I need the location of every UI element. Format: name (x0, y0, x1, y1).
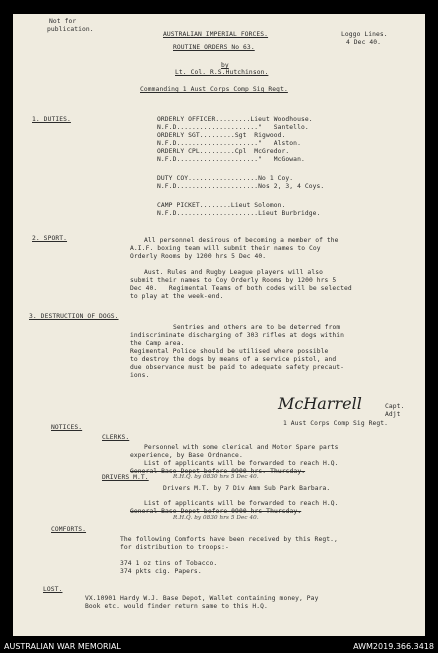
duty-line: ORDERLY CPL.........Cpl McGredor. (157, 148, 290, 155)
footer-source: AUSTRALIAN WAR MEMORIAL (4, 642, 121, 651)
paragraph-line: ions. (130, 372, 150, 379)
officer-name: Lt. Col. R.S.Hutchinson. (175, 69, 269, 76)
signature-rank: Capt. (385, 403, 405, 410)
footer-bar (0, 640, 438, 653)
force-heading: AUSTRALIAN IMPERIAL FORCES. (163, 31, 269, 38)
duty-line: N.F.D....................." McGowan. (157, 156, 305, 163)
by-label: by (221, 62, 229, 69)
signature: McHarrell (278, 394, 362, 413)
duty-line: DUTY COY..................No 1 Coy. (157, 175, 294, 182)
paragraph-line: Dec 40. Regimental Teams of both codes will be selected (130, 285, 352, 292)
paragraph-line: Sentries and others are to be deterred from (173, 324, 341, 331)
paragraph-line: Regimental Police should be utilised where possible (130, 348, 329, 355)
duty-line: N.F.D.....................Nos 2, 3, 4 Coys. (157, 183, 325, 190)
paragraph-line: All personnel desirous of becoming a member of the (144, 237, 339, 244)
publication-label: publication. (47, 26, 94, 33)
section-dogs: 3. DESTRUCTION OF DOGS. (29, 313, 119, 320)
commanding-line: Commanding 1 Aust Corps Comp Sig Regt. (140, 86, 288, 93)
lost-heading: LOST. (43, 586, 63, 593)
paragraph-line: to destroy the dogs by means of a service pistol, and (130, 356, 337, 363)
paragraph-line: Orderly Rooms by 1200 hrs 5 Dec 40. (130, 253, 267, 260)
paragraph-line: experience, by Base Ordnance. (130, 452, 243, 459)
handwritten-note: R.H.Q. by 0830 hrs 5 Dec 40. (173, 474, 259, 480)
paragraph-line: due observance must be paid to adequate safety precaut- (130, 364, 345, 371)
drivers-heading: DRIVERS M.T. (102, 474, 149, 481)
duty-line: CAMP PICKET........Lieut Solomon. (157, 202, 286, 209)
duty-line: N.F.D....................." Santello. (157, 124, 309, 131)
clerks-heading: CLERKS. (102, 434, 130, 441)
duty-line: ORDERLY SGT.........Sgt Rigwood. (157, 132, 286, 139)
struck-line: General Base Depot before 0900 hrs Thursday. (130, 508, 302, 515)
handwritten-note: R.H.Q. by 0830 hrs 5 Dec 40. (173, 515, 259, 521)
paragraph-line: List of applicants will be forwarded to reach H.Q. (144, 500, 339, 507)
struck-line: General Base Depot before 0900 hrs. Thursday. (130, 468, 306, 475)
notices-heading: NOTICES. (51, 424, 83, 431)
paragraph-line: submit their names to Coy Orderly Rooms by 1200 hrs 5 (130, 277, 337, 284)
comforts-heading: COMFORTS. (51, 526, 87, 533)
duty-line: ORDERLY OFFICER.........Lieut Woodhouse. (157, 116, 313, 123)
paragraph-line: Aust. Rules and Rugby League players will also (144, 269, 323, 276)
paragraph-line: the Camp area. (130, 340, 185, 347)
paragraph-line: VX.10901 Hardy W.J. Base Depot, Wallet containing money, Pay (85, 595, 319, 602)
date: 4 Dec 40. (346, 39, 382, 46)
orders-title: ROUTINE ORDERS No 63. (173, 44, 255, 51)
paragraph-line: A.I.F. boxing team will submit their names to Coy (130, 245, 321, 252)
signature-adjt: Adjt (385, 411, 401, 418)
paragraph-line: indiscriminate discharging of 303 rifles at dogs within (130, 332, 345, 339)
paragraph-line: Personnel with some clerical and Motor Spare parts (144, 444, 339, 451)
duty-line: N.F.D.....................Lieut Burbridge. (157, 210, 321, 217)
signature-unit: 1 Aust Corps Comp Sig Regt. (283, 420, 389, 427)
section-sport: 2. SPORT. (32, 235, 68, 242)
paragraph-line: 374 pkts cig. Papers. (120, 568, 202, 575)
place: Loggo Lines. (341, 31, 388, 38)
document-page (13, 14, 425, 636)
paragraph-line: for distribution to troops:- (120, 544, 229, 551)
paragraph-line: The following Comforts have been received by this Regt., (120, 536, 338, 543)
paragraph-line: to play at the week-end. (130, 293, 224, 300)
paragraph-line: 374 1 oz tins of Tobacco. (120, 560, 218, 567)
section-duties: 1. DUTIES. (32, 116, 71, 123)
paragraph-line: List of applicants will be forwarded to reach H.Q. (144, 460, 339, 467)
not-for-label: Not for (49, 18, 77, 25)
paragraph-line: Book etc. would finder return same to this H.Q. (85, 603, 268, 610)
footer-accession: AWM2019.366.3418 (353, 642, 434, 651)
paragraph-line: Drivers M.T. by 7 Div Amm Sub Park Barbara. (163, 485, 331, 492)
duty-line: N.F.D....................." Alston. (157, 140, 301, 147)
